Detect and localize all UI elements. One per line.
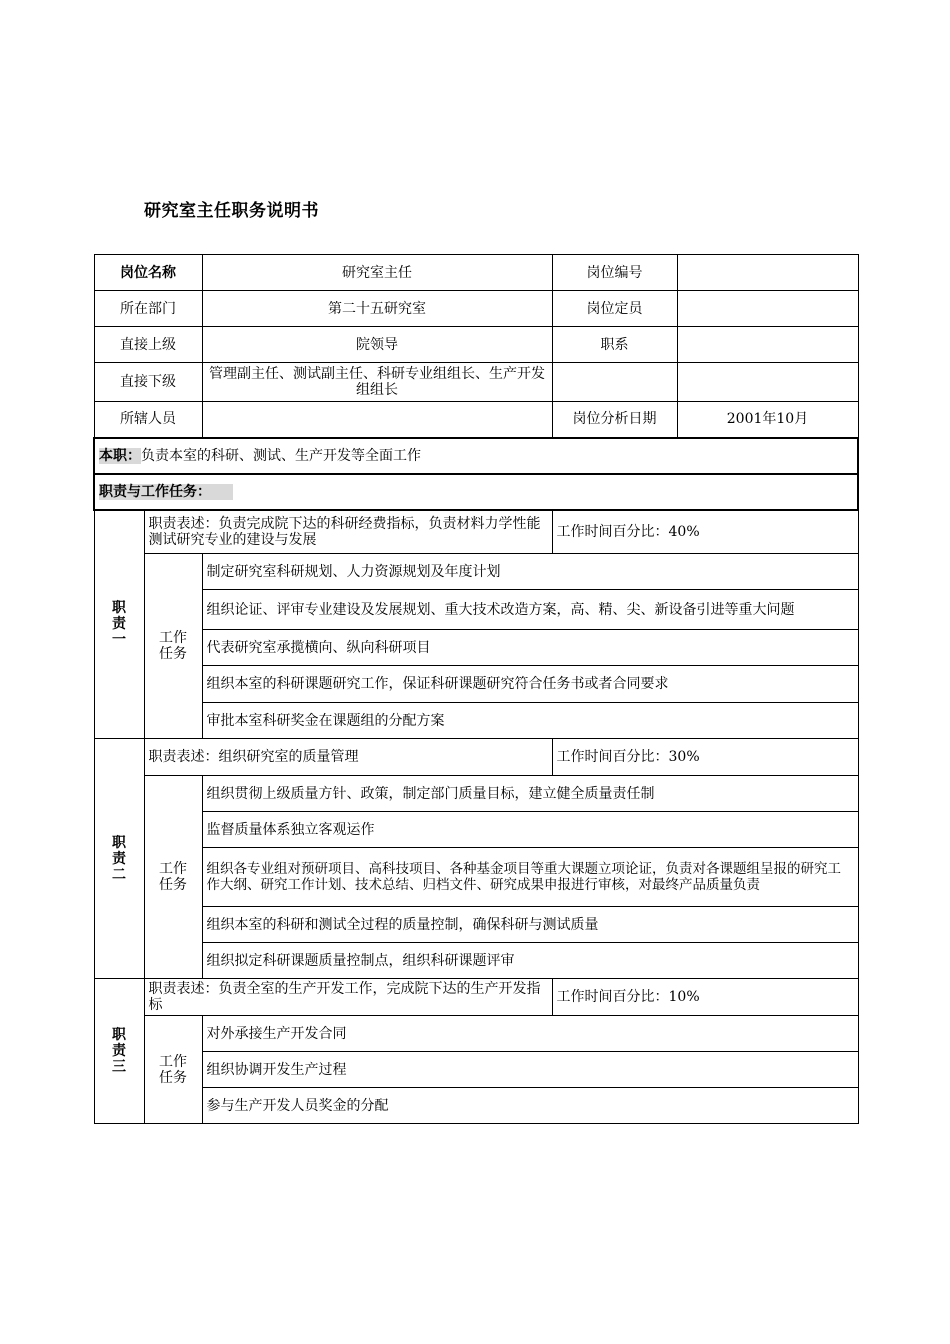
duty-3-name: 职责三 bbox=[112, 1027, 126, 1075]
duty-3-time-pct: 工作时间百分比：10% bbox=[552, 979, 858, 1016]
task-row bbox=[94, 943, 858, 979]
task-row bbox=[94, 812, 858, 848]
quota-label: 岗位定员 bbox=[552, 291, 677, 327]
main-duty-text: 负责本室的科研、测试、生产开发等全面工作 bbox=[141, 447, 421, 464]
post-name-label: 岗位名称 bbox=[94, 255, 202, 291]
document-title: 研究室主任职务说明书 bbox=[144, 201, 319, 221]
duty-2-task-5: 组织拟定科研课题质量控制点，组织科研课题评审 bbox=[202, 943, 858, 979]
duty-2-label bbox=[94, 739, 144, 979]
duty-1-statement: 职责表述：负责完成院下达的科研经费指标，负责材料力学性能测试研究专业的建设与发展 bbox=[144, 510, 552, 554]
duty-1-task-2: 组织论证、评审专业建设及发展规划、重大技术改造方案，高、精、尖、新设备引进等重大问题 bbox=[202, 590, 858, 630]
empty-cell bbox=[552, 363, 677, 402]
duty-2-task-1: 组织贯彻上级质量方针、政策，制定部门质量目标，建立健全质量责任制 bbox=[202, 776, 858, 812]
duty-3-statement: 职责表述：负责全室的生产开发工作，完成院下达的生产开发指标 bbox=[144, 979, 552, 1016]
row-post-name bbox=[94, 255, 858, 291]
task-row bbox=[94, 590, 858, 630]
duty-1-task-1: 制定研究室科研规划、人力资源规划及年度计划 bbox=[202, 554, 858, 590]
duty-1-task-label bbox=[144, 554, 202, 739]
task-row bbox=[94, 630, 858, 666]
main-duty-cell bbox=[94, 438, 858, 474]
duty-2-task-4: 组织本室的科研和测试全过程的质量控制，确保科研与测试质量 bbox=[202, 907, 858, 943]
duties-header: 职责与工作任务： bbox=[99, 484, 233, 500]
subordinate-value: 管理副主任、测试副主任、科研专业组组长、生产开发组组长 bbox=[202, 363, 552, 402]
task-row bbox=[94, 666, 858, 703]
row-staff bbox=[94, 402, 858, 438]
row-dept bbox=[94, 291, 858, 327]
job-description-table bbox=[93, 254, 859, 1124]
superior-value: 院领导 bbox=[202, 327, 552, 363]
staff-value bbox=[202, 402, 552, 438]
task-row bbox=[94, 848, 858, 907]
task-label: 工作任务 bbox=[159, 861, 187, 893]
superior-label: 直接上级 bbox=[94, 327, 202, 363]
task-label: 工作任务 bbox=[159, 1053, 187, 1086]
duty-3-statement-row bbox=[94, 979, 858, 1016]
row-main-duty bbox=[94, 438, 858, 474]
duty-2-task-3: 组织各专业组对预研项目、高科技项目、各种基金项目等重大课题立项论证，负责对各课题组呈报的研究工作大纲、研究工作计划、技术总结、归档文件、研究成果申报进行审核，对最终产品质量负责 bbox=[202, 848, 858, 907]
task-row bbox=[94, 907, 858, 943]
duty-2-statement-row bbox=[94, 739, 858, 776]
post-no-label: 岗位编号 bbox=[552, 255, 677, 291]
duty-3-label bbox=[94, 979, 144, 1124]
duty-2-statement: 职责表述：组织研究室的质量管理 bbox=[144, 739, 552, 776]
duty-2-task-label bbox=[144, 776, 202, 979]
duty-1-task-3: 代表研究室承揽横向、纵向科研项目 bbox=[202, 630, 858, 666]
task-row bbox=[94, 1052, 858, 1088]
main-duty-label: 本职： bbox=[99, 447, 141, 464]
series-value bbox=[677, 327, 858, 363]
row-superior bbox=[94, 327, 858, 363]
duty-1-label bbox=[94, 510, 144, 739]
task-row bbox=[94, 1016, 858, 1052]
duty-3-task-2: 组织协调开发生产过程 bbox=[202, 1052, 858, 1088]
duty-1-time-pct: 工作时间百分比：40% bbox=[552, 510, 858, 554]
date-value: 2001年10月 bbox=[677, 402, 858, 438]
task-row bbox=[94, 776, 858, 812]
duty-1-statement-row bbox=[94, 510, 858, 554]
empty-cell bbox=[677, 363, 858, 402]
duty-1-name: 职责一 bbox=[112, 600, 126, 649]
post-name-value: 研究室主任 bbox=[202, 255, 552, 291]
duties-header-cell bbox=[94, 474, 858, 510]
task-row bbox=[94, 703, 858, 739]
post-no-value bbox=[677, 255, 858, 291]
staff-label: 所辖人员 bbox=[94, 402, 202, 438]
date-label: 岗位分析日期 bbox=[552, 402, 677, 438]
dept-value: 第二十五研究室 bbox=[202, 291, 552, 327]
row-subordinate bbox=[94, 363, 858, 402]
duty-3-task-1: 对外承接生产开发合同 bbox=[202, 1016, 858, 1052]
task-row bbox=[94, 554, 858, 590]
duty-1-task-4: 组织本室的科研课题研究工作，保证科研课题研究符合任务书或者合同要求 bbox=[202, 666, 858, 703]
duty-2-time-pct: 工作时间百分比：30% bbox=[552, 739, 858, 776]
series-label: 职系 bbox=[552, 327, 677, 363]
subordinate-label: 直接下级 bbox=[94, 363, 202, 402]
duty-3-task-3: 参与生产开发人员奖金的分配 bbox=[202, 1088, 858, 1124]
quota-value bbox=[677, 291, 858, 327]
duty-2-task-2: 监督质量体系独立客观运作 bbox=[202, 812, 858, 848]
dept-label: 所在部门 bbox=[94, 291, 202, 327]
row-duties-header bbox=[94, 474, 858, 510]
duty-3-task-label bbox=[144, 1016, 202, 1124]
duty-2-name: 职责二 bbox=[112, 834, 126, 883]
task-label: 工作任务 bbox=[159, 630, 187, 662]
duty-1-task-5: 审批本室科研奖金在课题组的分配方案 bbox=[202, 703, 858, 739]
task-row bbox=[94, 1088, 858, 1124]
